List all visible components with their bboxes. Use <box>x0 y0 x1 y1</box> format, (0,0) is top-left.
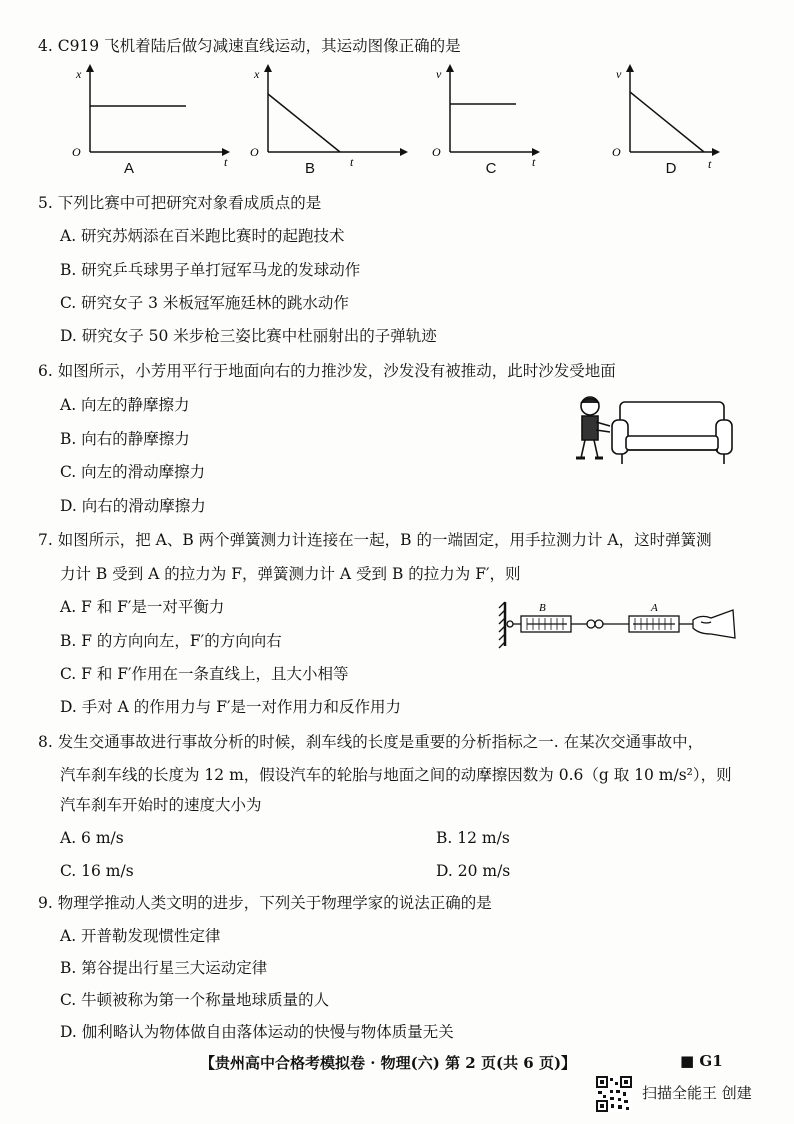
graph-c <box>422 62 592 182</box>
graph-d-label: D <box>665 160 677 177</box>
graph-b-x-label: t <box>350 155 354 169</box>
spring-scale-figure <box>497 598 737 650</box>
graph-b-line <box>268 94 340 152</box>
q9-option-d: D. 伽利略认为物体做自由落体运动的快慢与物体质量无关 <box>60 1023 454 1041</box>
graph-d <box>602 62 772 182</box>
spring-b-label: B <box>539 602 546 614</box>
graph-b <box>240 62 410 182</box>
person-icon <box>576 397 610 458</box>
q7-option-a: A. F 和 F′是一对平衡力 <box>60 598 225 616</box>
graph-d-y-label: v <box>616 67 622 81</box>
qr-code-icon <box>596 1076 632 1112</box>
graph-b-label: B <box>304 160 315 177</box>
graph-a <box>62 62 232 182</box>
q8-stem-line2: 汽车刹车线的长度为 12 m，假设汽车的轮胎与地面之间的动摩擦因数为 0.6（g 取 10 m/s²），则 <box>60 766 732 784</box>
graph-c-origin: O <box>432 145 441 159</box>
page-footer: 【贵州高中合格考模拟卷 · 物理(六) 第 2 页(共 6 页)】 <box>200 1054 577 1072</box>
q7-stem-line2: 力计 B 受到 A 的拉力为 F，弹簧测力计 A 受到 B 的拉力为 F′，则 <box>60 565 521 583</box>
q5-option-a: A. 研究苏炳添在百米跑比赛时的起跑技术 <box>60 227 345 245</box>
graph-b-origin: O <box>250 145 259 159</box>
q4-stem: 4. C919 飞机着陆后做匀减速直线运动，其运动图像正确的是 <box>38 37 461 55</box>
spring-scale-b <box>507 616 587 632</box>
q7-option-b: B. F 的方向向左，F′的方向向右 <box>60 632 282 650</box>
q9-option-a: A. 开普勒发现惯性定律 <box>60 927 221 945</box>
q5-stem: 5. 下列比赛中可把研究对象看成质点的是 <box>38 194 322 212</box>
q8-option-a: A. 6 m/s <box>60 829 124 847</box>
q6-option-b: B. 向右的静摩擦力 <box>60 430 190 448</box>
graph-a-origin: O <box>72 145 81 159</box>
q7-option-c: C. F 和 F′作用在一条直线上，且大小相等 <box>60 665 349 683</box>
hand-icon <box>693 610 735 638</box>
q9-option-b: B. 第谷提出行星三大运动定律 <box>60 959 268 977</box>
sofa-push-figure <box>568 392 738 470</box>
graph-a-label: A <box>123 160 134 177</box>
q8-option-d: D. 20 m/s <box>436 862 511 880</box>
q8-option-c: C. 16 m/s <box>60 862 134 880</box>
graph-c-label: C <box>485 160 497 177</box>
q5-option-d: D. 研究女子 50 米步枪三姿比赛中杜丽射出的子弹轨迹 <box>60 327 437 345</box>
q5-option-c: C. 研究女子 3 米板冠军施廷林的跳水动作 <box>60 294 349 312</box>
spring-scale-a <box>629 616 695 632</box>
q6-option-d: D. 向右的滑动摩擦力 <box>60 497 206 515</box>
graph-c-x-label: t <box>532 155 536 169</box>
sofa-icon <box>612 402 732 464</box>
q6-option-c: C. 向左的滑动摩擦力 <box>60 463 206 481</box>
watermark-text: 扫描全能王 创建 <box>642 1084 752 1102</box>
wall-icon <box>499 602 505 648</box>
graph-a-y-label: x <box>76 67 82 81</box>
q6-option-a: A. 向左的静摩擦力 <box>60 396 190 414</box>
graph-b-y-label: x <box>254 67 260 81</box>
spring-a-label: A <box>651 602 658 614</box>
q8-stem-line1: 8. 发生交通事故进行事故分析的时候，刹车线的长度是重要的分析指标之一. 在某次交通事故中， <box>38 733 704 751</box>
graph-d-line <box>630 92 704 152</box>
q8-option-b: B. 12 m/s <box>436 829 510 847</box>
graph-d-origin: O <box>612 145 621 159</box>
q8-stem-line3: 汽车刹车开始时的速度大小为 <box>60 796 262 814</box>
graph-c-y-label: v <box>436 67 442 81</box>
q7-option-d: D. 手对 A 的作用力与 F′是一对作用力和反作用力 <box>60 698 401 716</box>
hook-link <box>587 620 629 628</box>
q5-option-b: B. 研究乒乓球男子单打冠军马龙的发球动作 <box>60 261 361 279</box>
footer-code: ■ G1 <box>680 1052 723 1070</box>
q9-option-c: C. 牛顿被称为第一个称量地球质量的人 <box>60 991 330 1009</box>
graph-d-x-label: t <box>708 157 712 171</box>
q6-stem: 6. 如图所示，小芳用平行于地面向右的力推沙发，沙发没有被推动，此时沙发受地面 <box>38 362 616 380</box>
q9-stem: 9. 物理学推动人类文明的进步，下列关于物理学家的说法正确的是 <box>38 894 492 912</box>
graph-a-x-label: t <box>224 155 228 169</box>
q7-stem-line1: 7. 如图所示，把 A、B 两个弹簧测力计连接在一起，B 的一端固定，用手拉测力计 A，这时弹簧测 <box>38 531 712 549</box>
